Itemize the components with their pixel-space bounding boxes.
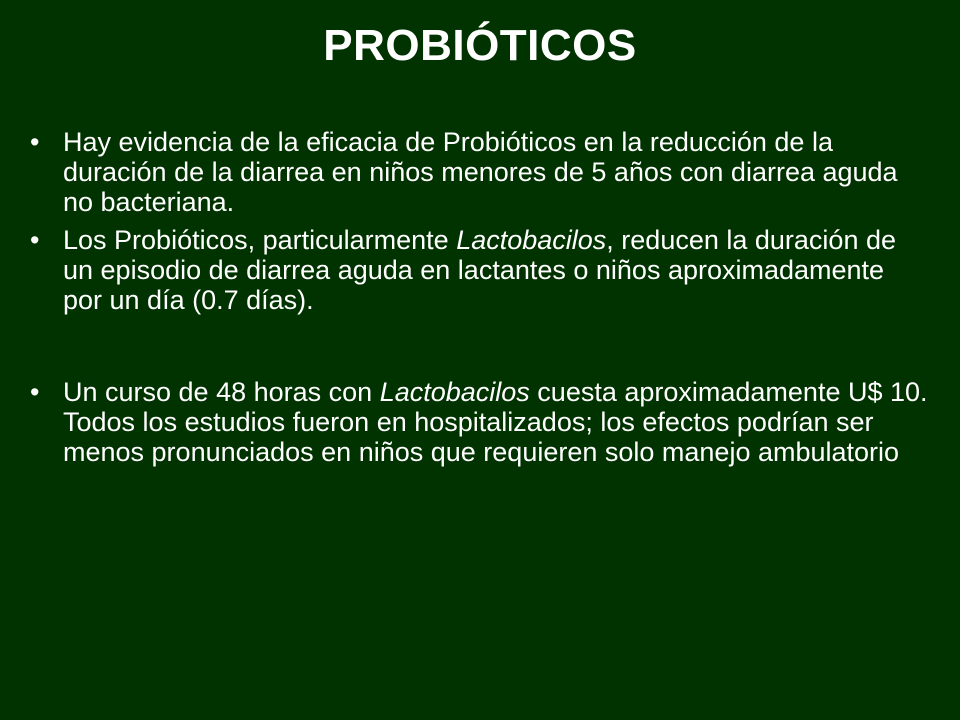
bullet-dot-icon: •: [30, 225, 40, 255]
bullet-text: [63, 377, 928, 467]
bullet-text-main: Un curso de 48 horas con: [63, 377, 380, 407]
bullet-dot-icon: •: [30, 377, 40, 407]
bullet-text: [63, 225, 896, 315]
bullet-dot-icon: •: [30, 127, 40, 157]
bullet-item-3: [30, 377, 930, 467]
bullet-item-2: [30, 225, 930, 315]
bullet-list: [30, 127, 930, 475]
bullet-text-main: Hay evidencia de la eficacia de Probióticos en la reducción de la duración de la diarrea en niños menores de 5 años con diarrea aguda no bacteriana.: [63, 127, 898, 217]
slide-title: PROBIÓTICOS: [323, 21, 637, 70]
bullet-text-tail: cuesta aproximadamente U$ 10. Todos los estudios fueron en hospitalizados; los efectos podrían ser menos pronunciados en niños que requieren solo manejo ambulatorio: [63, 377, 928, 467]
bullet-item-1: [30, 127, 930, 217]
bullet-text-main: Los Probióticos, particularmente: [63, 225, 457, 255]
bullet-text-tail: , reducen la duración de un episodio de diarrea aguda en lactantes o niños aproximadamente por un día (0.7 días).: [63, 225, 896, 315]
bullet-text-italic: Lactobacilos: [379, 377, 530, 407]
bullet-text-italic: Lactobacilos: [456, 225, 607, 255]
bullet-text: [63, 127, 898, 217]
